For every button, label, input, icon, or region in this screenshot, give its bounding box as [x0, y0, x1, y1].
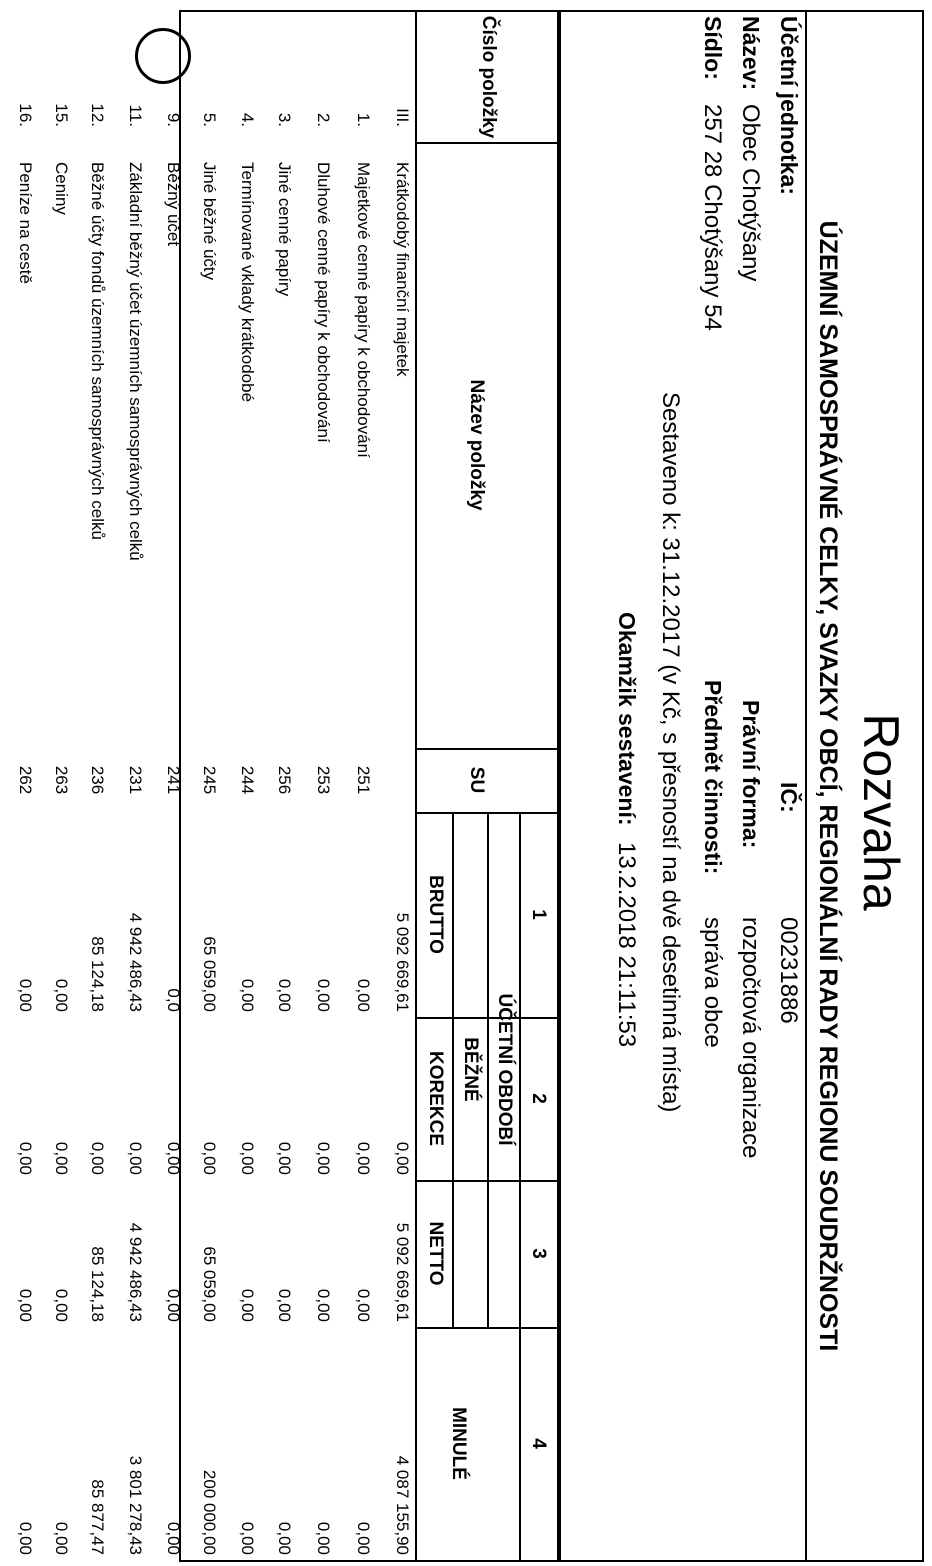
row-netto: 0,00	[52, 1288, 71, 1322]
col-num-1: 1	[528, 909, 549, 920]
legal-form-label: Právní forma:	[738, 700, 764, 849]
row-netto: 85 124,18	[88, 1246, 107, 1322]
row-korekce: 0,00	[88, 1141, 107, 1175]
row-su: 245	[200, 765, 219, 795]
row-su: 256	[275, 765, 294, 795]
balance-table	[16, 10, 559, 1562]
row-minule: 3 801 278,43	[126, 1455, 145, 1555]
row-su: 263	[52, 765, 71, 795]
col-brutto-header: BRUTTO	[425, 875, 446, 954]
seat-value: 257 28 Chotýšany 54	[699, 104, 726, 331]
col-num-4: 4	[528, 1438, 549, 1449]
row-number: 12.	[88, 103, 107, 127]
row-netto: 4 942 486,43	[126, 1222, 145, 1322]
row-su: 251	[354, 765, 373, 795]
row-netto: 0,00	[238, 1288, 257, 1322]
row-korekce: 0,00	[393, 1141, 412, 1175]
row-name: Peníze na cestě	[16, 162, 35, 284]
activity-value: správa obce	[699, 917, 726, 1048]
compiled-to: Sestaveno k: 31.12.2017 (v Kč, s přesností na dvě desetinná místa)	[657, 392, 684, 1113]
row-name: Dluhové cenné papíry k obchodování	[314, 162, 333, 443]
row-number: 15.	[52, 103, 71, 127]
row-brutto: 0,00	[16, 978, 35, 1012]
row-netto: 0,00	[275, 1288, 294, 1322]
col-previous-header: MINULÉ	[448, 1407, 469, 1480]
row-korekce: 0,00	[126, 1141, 145, 1175]
row-name: Krátkodobý finanční majetek	[393, 162, 412, 377]
row-number: 11.	[126, 104, 145, 127]
row-number: 16.	[16, 103, 35, 127]
row-netto: 0,00	[354, 1288, 373, 1322]
activity-label: Předmět činnosti:	[700, 680, 726, 875]
row-brutto: 0,00	[314, 978, 333, 1012]
row-number: 9.	[164, 112, 183, 127]
legal-form-value: rozpočtová organizace	[737, 917, 764, 1159]
row-netto: 0,00	[16, 1288, 35, 1322]
row-name: Základní běžný účet územních samosprávných celků	[126, 162, 145, 561]
subtitle-divider	[805, 12, 807, 1560]
document-title: Rozvaha	[853, 713, 909, 911]
row-number: 5.	[200, 112, 219, 127]
row-brutto: 0,00	[275, 978, 294, 1012]
row-su: 253	[314, 765, 333, 795]
row-minule: 0,00	[164, 1521, 183, 1555]
col-number-header: Číslo položky	[478, 15, 499, 139]
row-name: Běžný účet	[164, 162, 183, 247]
row-brutto: 0,00	[238, 978, 257, 1012]
row-minule: 0,00	[275, 1521, 294, 1555]
row-minule: 0,00	[354, 1521, 373, 1555]
row-number: 4.	[238, 112, 257, 127]
row-korekce: 0,00	[164, 1141, 183, 1175]
row-name: Jiné cenné papíry	[275, 162, 294, 297]
col-name-header: Název položky	[466, 379, 487, 511]
row-brutto: 0,00	[354, 978, 373, 1012]
col-num-2: 2	[528, 1093, 549, 1104]
row-name: Termínované vklady krátkodobé	[238, 162, 257, 403]
seat-label: Sídlo:	[700, 16, 726, 80]
row-name: Majetkové cenné papíry k obchodování	[354, 162, 373, 458]
row-netto: 0,00	[164, 1288, 183, 1322]
row-korekce: 0,00	[16, 1141, 35, 1175]
row-brutto: 85 124,18	[88, 936, 107, 1012]
row-minule: 4 087 155,90	[393, 1455, 412, 1555]
row-korekce: 0,00	[200, 1141, 219, 1175]
row-su: 262	[16, 765, 35, 795]
compiled-at-value: 13.2.2018 21:11:53	[613, 842, 640, 1048]
row-number: 3.	[275, 112, 294, 127]
row-su: 241	[164, 765, 183, 795]
table-header-divider	[415, 12, 417, 1560]
header-box	[559, 10, 924, 1562]
col-current-header: BĚŽNÉ	[460, 1037, 481, 1102]
unit-label: Účetní jednotka:	[776, 16, 802, 195]
circle-mark	[135, 28, 191, 84]
row-korekce: 0,00	[354, 1141, 373, 1175]
row-brutto: 5 092 669,61	[393, 912, 412, 1012]
row-name: Běžné účty fondů územních samosprávných celků	[88, 162, 107, 540]
row-brutto: 0,0	[164, 988, 183, 1012]
ic-label: IČ:	[776, 782, 802, 813]
row-name: Ceniny	[52, 162, 71, 215]
row-korekce: 0,00	[238, 1141, 257, 1175]
row-su: 244	[238, 765, 257, 795]
col-korekce-header: KOREKCE	[425, 1050, 446, 1146]
row-minule: 85 877,47	[88, 1479, 107, 1555]
row-korekce: 0,00	[314, 1141, 333, 1175]
row-number: 2.	[314, 112, 333, 127]
row-minule: 200 000,00	[200, 1469, 219, 1555]
row-korekce: 0,00	[275, 1141, 294, 1175]
name-value: Obec Chotýšany	[737, 104, 764, 282]
row-netto: 0,00	[314, 1288, 333, 1322]
col-period-header: ÚČETNÍ OBDOBÍ	[494, 993, 515, 1146]
row-brutto: 4 942 486,43	[126, 912, 145, 1012]
document-subtitle: ÚZEMNÍ SAMOSPRÁVNÉ CELKY, SVAZKY OBCÍ, REGIONÁLNÍ RADY REGIONU SOUDRŽNOSTI	[814, 220, 842, 1352]
row-netto: 65 059,00	[200, 1246, 219, 1322]
row-number: III.	[393, 108, 412, 127]
row-number: 1.	[354, 112, 373, 127]
col-num-3: 3	[528, 1248, 549, 1259]
row-minule: 0,00	[16, 1521, 35, 1555]
row-korekce: 0,00	[52, 1141, 71, 1175]
row-name: Jiné běžné účty	[200, 162, 219, 281]
row-minule: 0,00	[314, 1521, 333, 1555]
col-su-header: SU	[466, 766, 487, 794]
name-label: Název:	[738, 16, 764, 91]
row-minule: 0,00	[52, 1521, 71, 1555]
row-brutto: 0,00	[52, 978, 71, 1012]
row-netto: 5 092 669,61	[393, 1222, 412, 1322]
row-brutto: 65 059,00	[200, 936, 219, 1012]
row-minule: 0,00	[238, 1521, 257, 1555]
col-netto-header: NETTO	[425, 1221, 446, 1286]
row-su: 236	[88, 765, 107, 795]
compiled-at-label: Okamžik sestavení:	[614, 612, 640, 826]
ic-value: 00231886	[775, 917, 802, 1024]
row-su: 231	[126, 765, 145, 795]
